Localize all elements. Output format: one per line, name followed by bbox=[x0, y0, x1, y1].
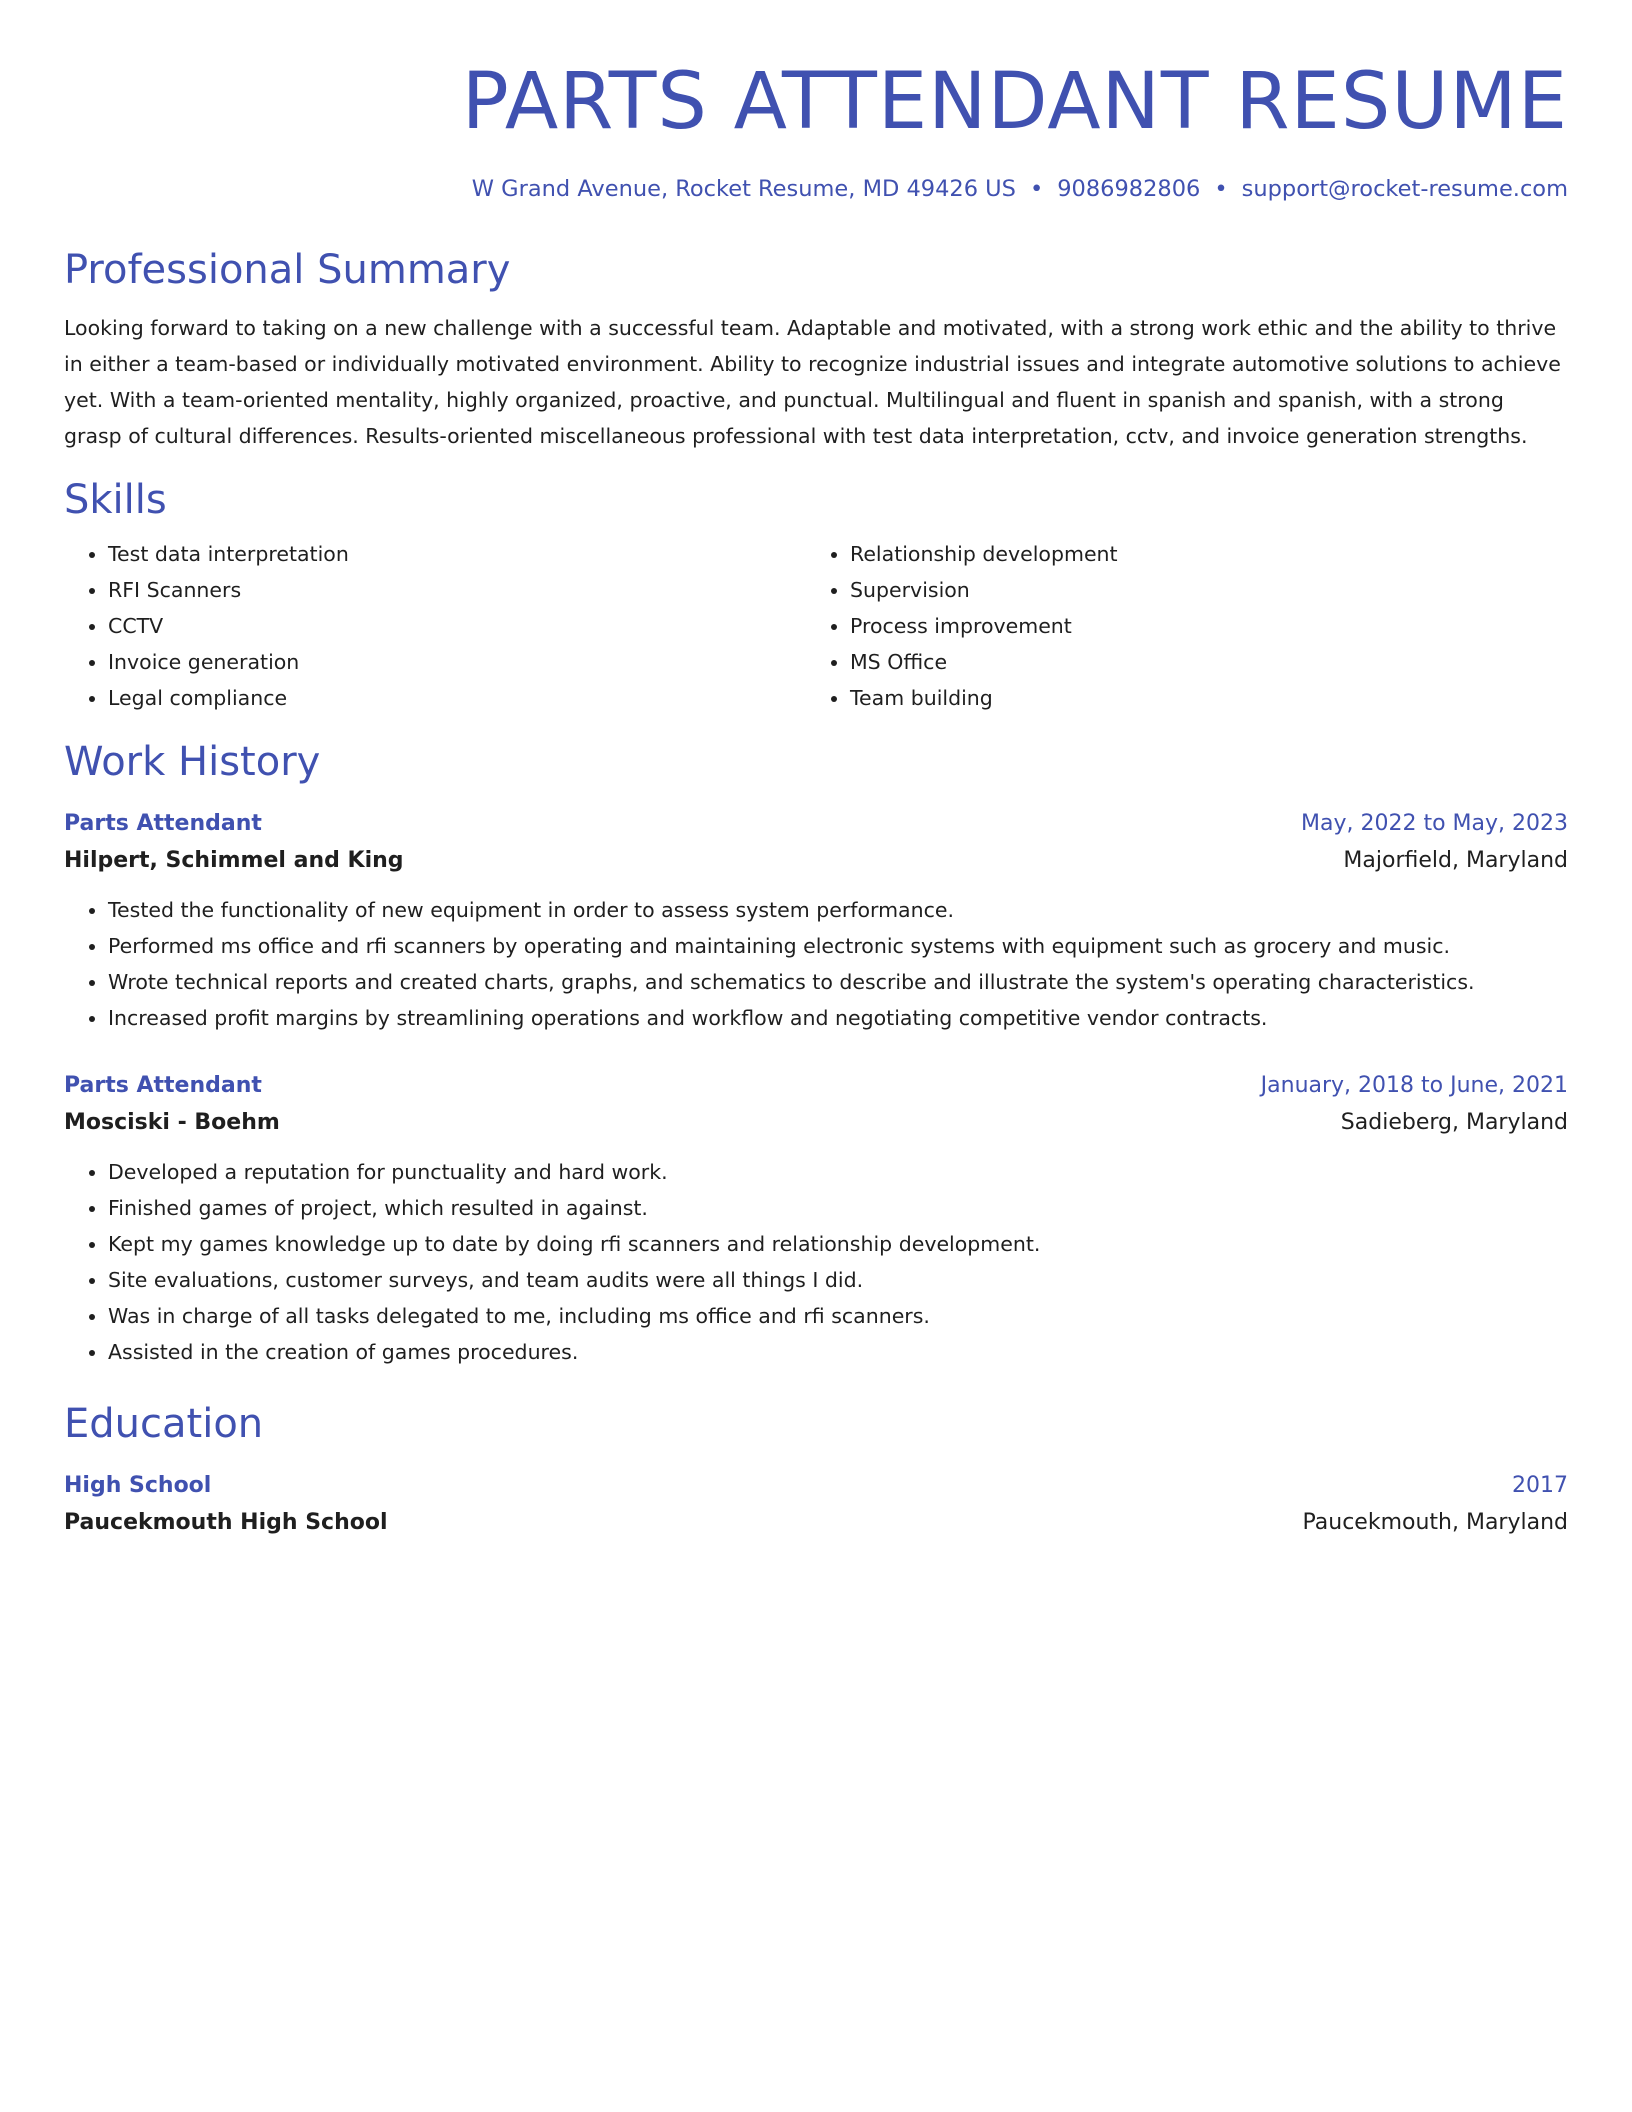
contact-phone: 9086982806 bbox=[1057, 176, 1201, 202]
skill-item: • Test data interpretation bbox=[108, 536, 806, 572]
education-location: Paucekmouth, Maryland bbox=[1302, 1510, 1568, 1535]
education-school: Paucekmouth High School bbox=[64, 1510, 388, 1535]
job-bullets bbox=[64, 892, 1568, 1036]
skill-item: • Supervision bbox=[850, 572, 1548, 608]
skill-item: • Process improvement bbox=[850, 608, 1548, 644]
job-bullet: • Developed a reputation for punctuality and hard work. bbox=[108, 1154, 1568, 1190]
job-header bbox=[64, 806, 1568, 842]
education-degree: High School bbox=[64, 1473, 212, 1498]
job-bullets bbox=[64, 1154, 1568, 1370]
skills-column-left bbox=[64, 536, 806, 716]
job-bullet: • Wrote technical reports and created charts, graphs, and schematics to describe and illustrate the system's operating characteristics. bbox=[108, 964, 1568, 1000]
contact-line bbox=[64, 174, 1568, 204]
job-header bbox=[64, 1068, 1568, 1104]
job-bullet: • Performed ms office and rfi scanners by operating and maintaining electronic systems with equipment such as grocery and music. bbox=[108, 928, 1568, 964]
skill-item: • Relationship development bbox=[850, 536, 1548, 572]
job-bullet: • Site evaluations, customer surveys, and team audits were all things I did. bbox=[108, 1262, 1568, 1298]
job-entry bbox=[64, 1068, 1568, 1370]
job-company: Hilpert, Schimmel and King bbox=[64, 848, 404, 873]
contact-separator: • bbox=[1214, 176, 1228, 202]
resume-page bbox=[64, 0, 1568, 1542]
job-bullet: • Kept my games knowledge up to date by doing rfi scanners and relationship development. bbox=[108, 1226, 1568, 1262]
job-subheader bbox=[64, 842, 1568, 880]
education-heading: Education bbox=[64, 1401, 264, 1447]
education-year: 2017 bbox=[1512, 1473, 1568, 1498]
skills-heading: Skills bbox=[64, 477, 167, 523]
job-bullet: • Finished games of project, which resulted in against. bbox=[108, 1190, 1568, 1226]
job-subheader bbox=[64, 1104, 1568, 1142]
skill-item: • MS Office bbox=[850, 644, 1548, 680]
skill-item: • Legal compliance bbox=[108, 680, 806, 716]
job-title: Parts Attendant bbox=[64, 1073, 262, 1098]
contact-separator: • bbox=[1029, 176, 1044, 202]
job-bullet: • Was in charge of all tasks delegated to me, including ms office and rfi scanners. bbox=[108, 1298, 1568, 1334]
job-dates: May, 2022 to May, 2023 bbox=[1301, 811, 1568, 836]
job-title: Parts Attendant bbox=[64, 811, 262, 836]
job-location: Sadieberg, Maryland bbox=[1340, 1110, 1568, 1135]
education-entry bbox=[64, 1468, 1568, 1542]
work-history-heading: Work History bbox=[64, 739, 321, 785]
job-bullet: • Increased profit margins by streamlining operations and workflow and negotiating competitive vendor contracts. bbox=[108, 1000, 1568, 1036]
job-dates: January, 2018 to June, 2021 bbox=[1260, 1073, 1568, 1098]
job-entry bbox=[64, 806, 1568, 1036]
contact-address: W Grand Avenue, Rocket Resume, MD 49426 US bbox=[471, 176, 1016, 202]
skill-item: • CCTV bbox=[108, 608, 806, 644]
job-bullet: • Assisted in the creation of games procedures. bbox=[108, 1334, 1568, 1370]
resume-title: PARTS ATTENDANT RESUME bbox=[461, 57, 1568, 147]
job-bullet: • Tested the functionality of new equipment in order to assess system performance. bbox=[108, 892, 1568, 928]
contact-email: support@rocket-resume.com bbox=[1241, 176, 1568, 202]
skill-item: • RFI Scanners bbox=[108, 572, 806, 608]
job-location: Majorfield, Maryland bbox=[1343, 848, 1568, 873]
skills-column-right bbox=[806, 536, 1548, 716]
skills-list bbox=[64, 536, 1568, 716]
summary-text: Looking forward to taking on a new challenge with a successful team. Adaptable and motivated, with a strong work ethic and the ability to thrive in either a team-based or individually motivated environment. Ability to recognize industrial issues and integrate automotive solutions to achieve yet. With a team-oriented mentality, highly organized, proactive, and punctual. Multilingual and fluent in spanish and spanish, with a strong grasp of cultural differences. Results-oriented miscellaneous professional with test data interpretation, cctv, and invoice generation strengths. bbox=[64, 316, 1561, 448]
education-subheader bbox=[64, 1504, 1568, 1542]
education-header bbox=[64, 1468, 1568, 1504]
summary-heading: Professional Summary bbox=[64, 247, 511, 293]
skill-item: • Invoice generation bbox=[108, 644, 806, 680]
skill-item: • Team building bbox=[850, 680, 1548, 716]
job-company: Mosciski - Boehm bbox=[64, 1110, 280, 1135]
